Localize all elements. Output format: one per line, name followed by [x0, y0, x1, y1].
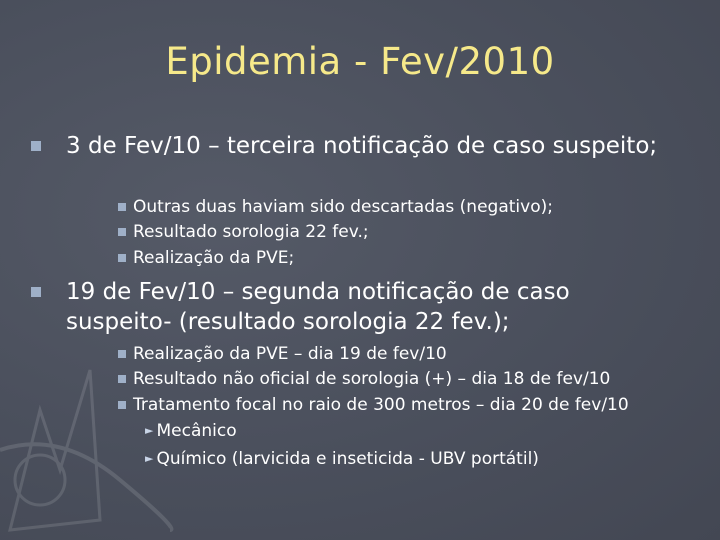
sub-bullet-1-1-text: Outras duas haviam sido descartadas (negativo);	[133, 197, 553, 217]
bullet-item-1-text: 3 de Fev/10 – terceira notificação de caso suspeito;	[66, 133, 658, 159]
sub-bullet-1-2	[117, 220, 697, 244]
sub-bullet-2-3-text: Tratamento focal no raio de 300 metros – dia 20 de fev/10	[133, 395, 629, 415]
sub-bullet-2-2-text: Resultado não oficial de sorologia (+) – dia 18 de fev/10	[133, 369, 611, 389]
sub-bullet-2-1	[117, 342, 697, 366]
sub-bullet-2-1-text: Realização da PVE – dia 19 de fev/10	[133, 344, 447, 364]
square-bullet-icon	[117, 374, 127, 384]
square-bullet-icon	[117, 227, 127, 237]
slide-title: Epidemia - Fev/2010	[165, 40, 555, 83]
sub-sub-bullet-1	[145, 419, 705, 443]
square-bullet-icon	[117, 253, 127, 263]
sub-bullet-1-3	[117, 246, 697, 270]
square-bullet-icon	[30, 286, 42, 298]
sub-sub-bullet-2-text: Químico (larvicida e inseticida - UBV portátil)	[156, 449, 539, 469]
square-bullet-icon	[117, 202, 127, 212]
square-bullet-icon	[117, 349, 127, 359]
right-arrow-icon: ►	[145, 424, 154, 437]
sub-bullet-1-3-text: Realização da PVE;	[133, 248, 295, 268]
sub-bullet-2-2	[117, 367, 697, 391]
sub-bullet-1-2-text: Resultado sorologia 22 fev.;	[133, 222, 369, 242]
square-bullet-icon	[30, 140, 42, 152]
sub-sub-bullet-2	[145, 447, 705, 471]
sub-sub-bullet-1-text: Mecânico	[156, 421, 237, 441]
sub-bullet-2-3	[117, 393, 697, 417]
bullet-item-2	[30, 277, 680, 337]
sub-bullet-1-1	[117, 195, 697, 219]
bullet-item-1	[30, 131, 680, 161]
bullet-item-2-text: 19 de Fev/10 – segunda notificação de caso suspeito- (resultado sorologia 22 fev.);	[66, 279, 570, 335]
right-arrow-icon: ►	[145, 452, 154, 465]
square-bullet-icon	[117, 400, 127, 410]
